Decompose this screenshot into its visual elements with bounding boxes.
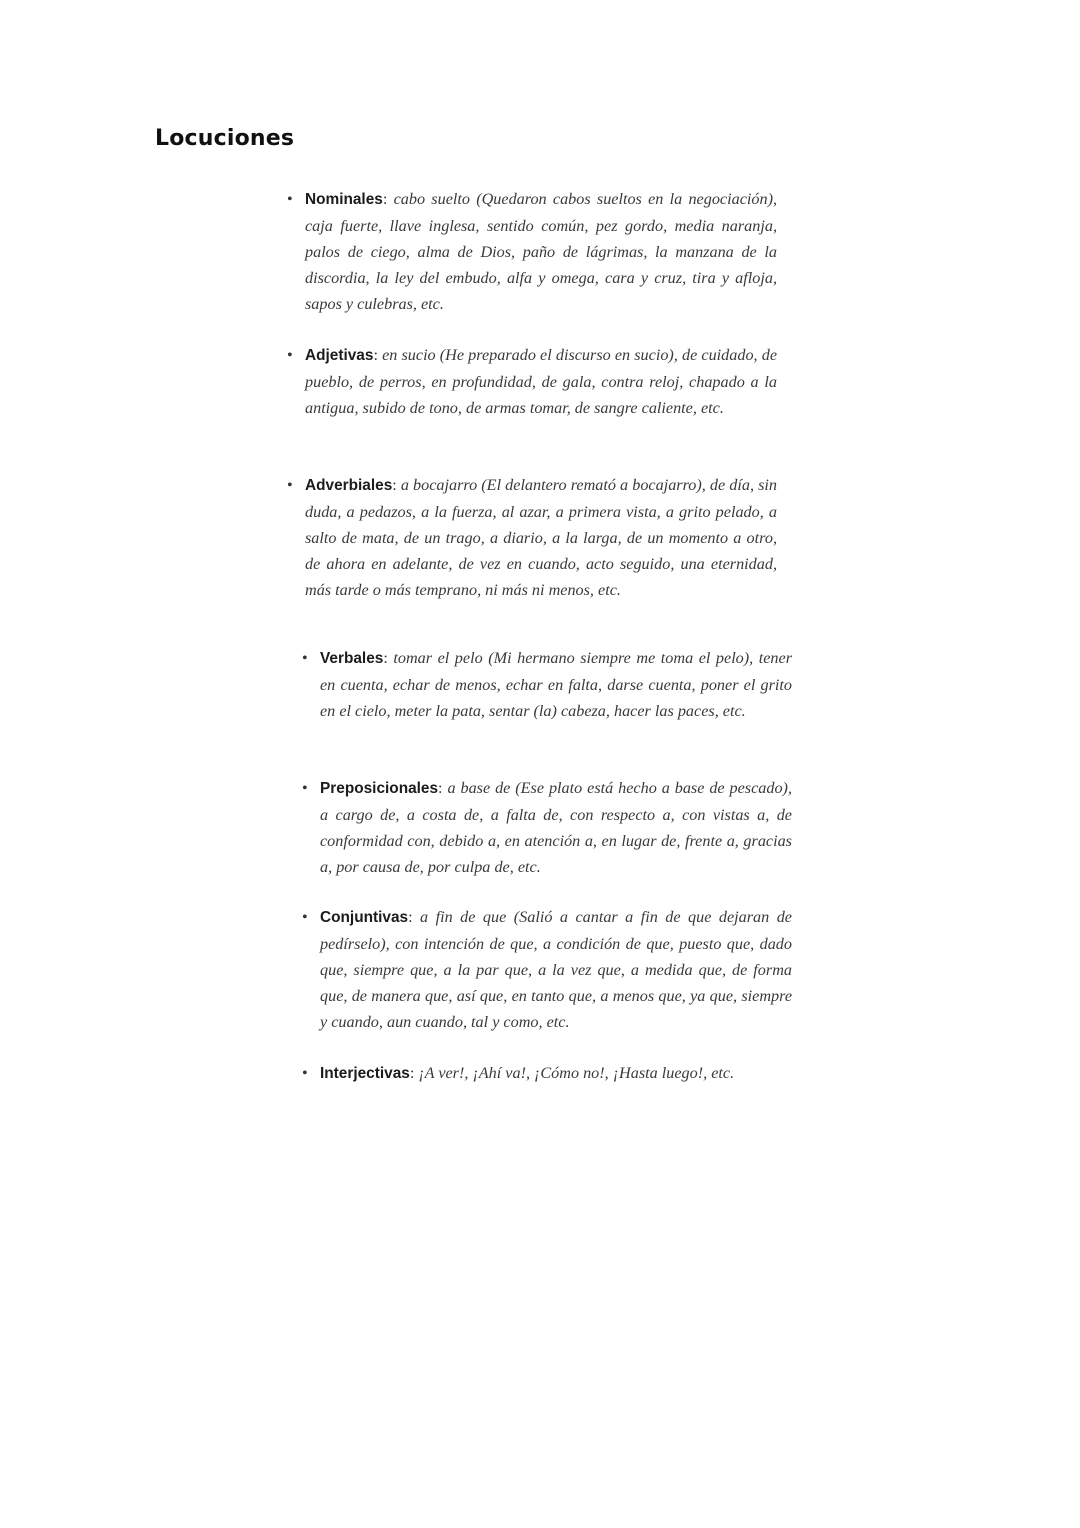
- bullet-icon: •: [302, 779, 308, 797]
- entry-term: Verbales: [320, 650, 384, 667]
- list-item-adverbiales: • Adverbiales: a bocajarro (El delantero remató a bocajarro), de día, sin duda, a pedazos, a la fuerza, al azar, a primera vista, a grito pelado, a salto de mata, de un trago, a diario, a la larga, de un momento a otro, de ahora en adelante, de vez en cuando, acto seguido, una eternidad, más tarde o más temprano, ni más ni menos, etc.: [305, 472, 777, 603]
- page-title: Locuciones: [155, 126, 295, 151]
- entry-term: Interjectivas: [320, 1065, 410, 1082]
- bullet-icon: •: [302, 649, 308, 667]
- list-item-interjectivas: • Interjectivas: ¡A ver!, ¡Ahí va!, ¡Cómo no!, ¡Hasta luego!, etc.: [320, 1060, 792, 1087]
- entry-text: cabo suelto (Quedaron cabos sueltos en la negociación), caja fuerte, llave inglesa, sentido común, pez gordo, media naranja, palos de ciego, alma de Dios, paño de lágrimas, la manzana de la discordia, la ley del embudo, alfa y omega, cara y cruz, tira y afloja, sapos y culebras, etc.: [305, 190, 778, 313]
- bullet-icon: •: [287, 346, 293, 364]
- list-item-conjuntivas: • Conjuntivas: a fin de que (Salió a cantar a fin de que dejaran de pedírselo), con intención de que, a condición de que, puesto que, dado que, siempre que, a la par que, a la vez que, a medida que, de forma que, de manera que, así que, en tanto que, a menos que, ya que, siempre y cuando, aun cuando, tal y como, etc.: [320, 904, 792, 1035]
- entry-text: en sucio (He preparado el discurso en sucio), de cuidado, de pueblo, de perros, en profundidad, de gala, contra reloj, chapado a la antigua, subido de tono, de armas tomar, de sangre caliente, etc.: [305, 346, 777, 417]
- entry-term: Conjuntivas: [320, 909, 409, 926]
- entry-term: Nominales: [305, 191, 383, 208]
- entry-term: Adjetivas: [305, 347, 374, 364]
- bullet-icon: •: [302, 1064, 308, 1082]
- entry-text: tomar el pelo (Mi hermano siempre me toma el pelo), tener en cuenta, echar de menos, echar en falta, darse cuenta, poner el grito en el cielo, meter la pata, sentar (la) cabeza, hacer las paces, etc.: [320, 649, 793, 720]
- list-item-nominales: • Nominales: cabo suelto (Quedaron cabos sueltos en la negociación), caja fuerte, llave inglesa, sentido común, pez gordo, media naranja, palos de ciego, alma de Dios, paño de lágrimas, la manzana de la discordia, la ley del embudo, alfa y omega, cara y cruz, tira y afloja, sapos y culebras, etc.: [305, 186, 777, 317]
- list-item-verbales: • Verbales: tomar el pelo (Mi hermano siempre me toma el pelo), tener en cuenta, echar de menos, echar en falta, darse cuenta, poner el grito en el cielo, meter la pata, sentar (la) cabeza, hacer las paces, etc.: [320, 645, 792, 724]
- list-item-adjetivas: • Adjetivas: en sucio (He preparado el discurso en sucio), de cuidado, de pueblo, de perros, en profundidad, de gala, contra reloj, chapado a la antigua, subido de tono, de armas tomar, de sangre caliente, etc.: [305, 342, 777, 421]
- entry-term: Adverbiales: [305, 477, 393, 494]
- entry-term: Preposicionales: [320, 780, 439, 797]
- entry-text: ¡A ver!, ¡Ahí va!, ¡Cómo no!, ¡Hasta luego!, etc.: [418, 1064, 735, 1082]
- bullet-icon: •: [287, 476, 293, 494]
- entry-text: a base de (Ese plato está hecho a base de pescado), a cargo de, a costa de, a falta de, con respecto a, con vistas a, de conformidad con, debido a, en atención a, en lugar de, frente a, gracias a, por causa de, por culpa de, etc.: [320, 779, 792, 876]
- bullet-icon: •: [287, 190, 293, 208]
- list-item-preposicionales: • Preposicionales: a base de (Ese plato está hecho a base de pescado), a cargo de, a costa de, a falta de, con respecto a, con vistas a, de conformidad con, debido a, en atención a, en lugar de, frente a, gracias a, por causa de, por culpa de, etc.: [320, 775, 792, 880]
- entry-text: a fin de que (Salió a cantar a fin de que dejaran de pedírselo), con intención de que, a condición de que, puesto que, dado que, siempre que, a la par que, a la vez que, a medida que, de forma que, de manera que, así que, en tanto que, a menos que, ya que, siempre y cuando, aun cuando, tal y como, etc.: [320, 908, 792, 1031]
- entry-text: a bocajarro (El delantero remató a bocajarro), de día, sin duda, a pedazos, a la fuerza, al azar, a primera vista, a grito pelado, a salto de mata, de un trago, a diario, a la larga, de un momento a otro, de ahora en adelante, de vez en cuando, acto seguido, una eternidad, más tarde o más temprano, ni más ni menos, etc.: [305, 476, 777, 599]
- bullet-icon: •: [302, 908, 308, 926]
